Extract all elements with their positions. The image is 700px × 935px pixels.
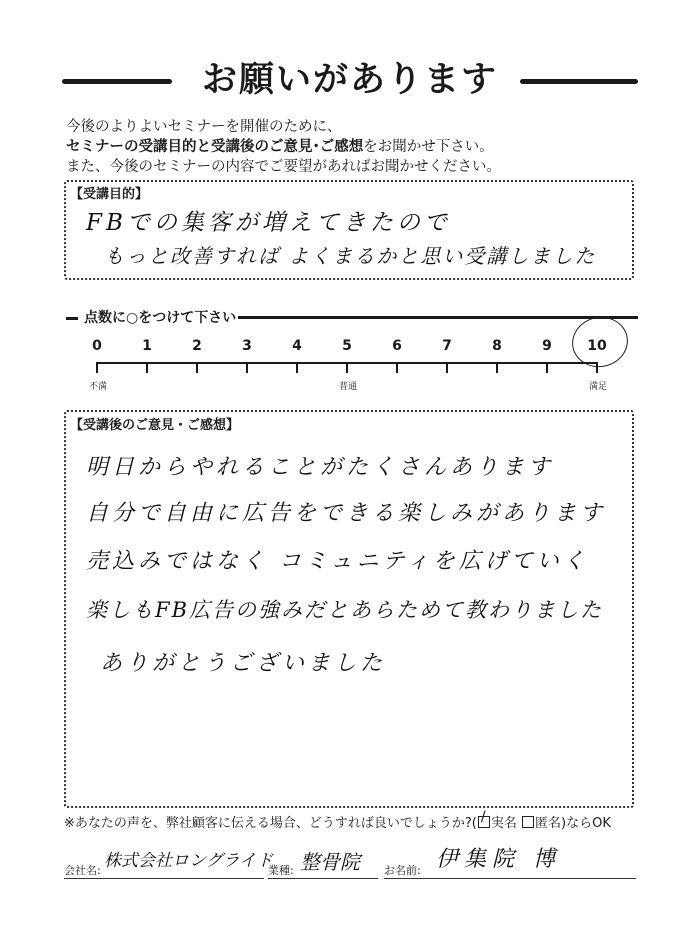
industry-underline <box>268 878 378 879</box>
consent-anonymous-label: 匿名 <box>535 816 562 831</box>
score-tick <box>196 362 198 373</box>
score-tick <box>546 362 548 373</box>
feedback-line-4: 楽しもFB広告の強みだとあらためて教わりました <box>86 598 604 622</box>
score-option-2[interactable]: 2 <box>192 338 202 354</box>
score-option-10[interactable]: 10 <box>587 338 607 354</box>
publication-consent <box>64 809 611 831</box>
industry-label: 業種: <box>268 864 294 877</box>
score-option-5[interactable]: 5 <box>342 338 352 354</box>
score-caption-high: 満足 <box>588 382 607 392</box>
intro-line-3: また、今後のセミナーの内容でご要望があればお聞かせください。 <box>66 159 501 175</box>
industry-value[interactable]: 整骨院 <box>300 850 360 874</box>
name-value[interactable]: 伊集院 博 <box>436 847 561 872</box>
check-mark-icon: / <box>480 809 486 825</box>
intro-line-2-bold: セミナーの受講目的と受講後のご意見･ご感想 <box>66 139 364 155</box>
score-caption-low: 不満 <box>88 382 107 392</box>
score-heading <box>66 307 236 327</box>
score-tick <box>396 362 398 373</box>
consent-real-name-checkbox[interactable] <box>478 809 490 828</box>
score-option-9[interactable]: 9 <box>542 338 552 354</box>
feedback-line-2: 自分で自由に広告をできる楽しみがあります <box>86 501 607 526</box>
feedback-line-5: ありがとうございました <box>100 651 387 676</box>
score-option-6[interactable]: 6 <box>392 338 402 354</box>
score-tick <box>96 362 98 373</box>
intro-line-2 <box>66 137 494 157</box>
company-label: 会社名: <box>64 864 101 877</box>
score-option-1[interactable]: 1 <box>142 338 152 354</box>
score-option-3[interactable]: 3 <box>242 338 252 354</box>
purpose-line-2: もっと改善すれば よくまるかと思い受講しました <box>104 244 597 268</box>
feedback-line-3: 売込みではなく コミュニティを広げていく <box>86 549 589 574</box>
consent-real-name-label: 実名 <box>490 816 517 831</box>
purpose-line-1: FBでの集客が増えてきたので <box>86 210 451 236</box>
score-tick <box>496 362 498 373</box>
score-tick <box>346 362 348 373</box>
score-option-7[interactable]: 7 <box>442 338 452 354</box>
page-title: お願いがあります <box>201 60 498 100</box>
consent-anonymous-checkbox[interactable] <box>522 816 534 828</box>
purpose-label: 【受講目的】 <box>70 187 149 202</box>
feedback-label: 【受講後のご意見・ご感想】 <box>70 418 240 433</box>
intro-line-1: 今後のよりよいセミナーを開催のために、 <box>66 119 342 135</box>
intro-line-2-rest: をお聞かせ下さい。 <box>363 139 494 155</box>
score-option-4[interactable]: 4 <box>292 338 302 354</box>
score-tick <box>446 362 448 373</box>
score-tick <box>246 362 248 373</box>
consent-tail: )ならOK <box>561 816 611 831</box>
name-label: お名前: <box>384 864 421 877</box>
score-heading-text: 点数に○をつけて下さい <box>84 310 237 326</box>
score-option-0[interactable]: 0 <box>92 338 102 354</box>
consent-question: ※あなたの声を、弊社顧客に伝える場合、どうすれば良いでしょうか?( <box>64 816 477 831</box>
score-heading-dash <box>66 317 78 320</box>
company-underline <box>64 878 264 879</box>
feedback-line-1: 明日からやれることがたくさんあります <box>86 455 555 480</box>
score-option-8[interactable]: 8 <box>492 338 502 354</box>
score-tick <box>146 362 148 373</box>
score-caption-mid: 普通 <box>338 382 357 392</box>
name-underline <box>384 878 636 879</box>
score-tick <box>596 362 598 373</box>
company-value[interactable]: 株式会社ロングライド <box>104 851 274 871</box>
score-heading-rule <box>238 316 638 319</box>
score-tick <box>296 362 298 373</box>
